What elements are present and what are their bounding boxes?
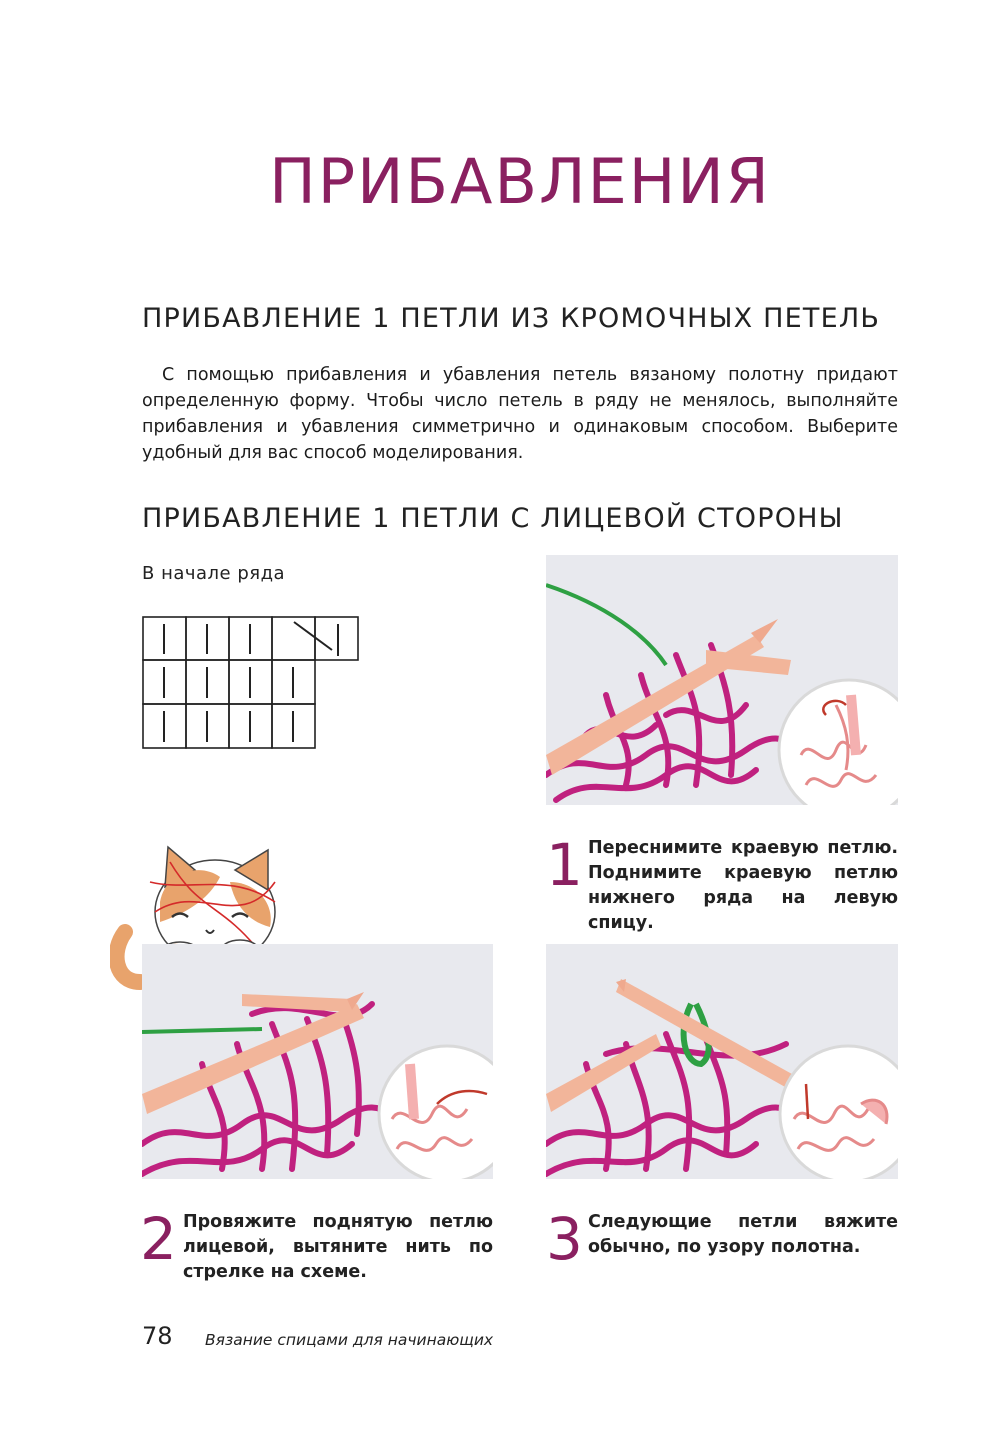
step-1-photo bbox=[546, 555, 898, 805]
page-number: 78 bbox=[142, 1322, 173, 1350]
row-start-caption: В начале ряда bbox=[142, 563, 286, 584]
step-3-photo bbox=[546, 944, 898, 1179]
footer-book-title: Вязание спицами для начинающих bbox=[205, 1331, 494, 1349]
step-1-number: 1 bbox=[546, 831, 583, 899]
page-title: ПРИБАВЛЕНИЯ bbox=[269, 145, 771, 218]
section-heading-edge-loops: ПРИБАВЛЕНИЕ 1 ПЕТЛИ ИЗ КРОМОЧНЫХ ПЕТЕЛЬ bbox=[142, 303, 881, 334]
knitting-chart-icon bbox=[142, 616, 362, 750]
step-3-number: 3 bbox=[546, 1205, 583, 1273]
section-heading-front-side: ПРИБАВЛЕНИЕ 1 ПЕТЛИ С ЛИЦЕВОЙ СТОРОНЫ bbox=[142, 503, 844, 534]
step-2-photo bbox=[142, 944, 493, 1179]
step-1-text: Переснимите краевую петлю. Поднимите краевую петлю нижнего ряда на левую спицу. bbox=[588, 838, 898, 933]
intro-paragraph: С помощью прибавления и убавления петель вязаному полотну придают определенную форму. Чтобы число петель в ряду не менялось, выполняйте прибавления и убавления симметрично и одинаковым способом. Выберите удобный для вас способ моделирования. bbox=[142, 365, 898, 463]
step-2-number: 2 bbox=[140, 1205, 177, 1273]
step-2-text: Провяжите поднятую петлю лицевой, вытяните нить по стрелке на схеме. bbox=[183, 1212, 493, 1282]
step-3-text: Следующие петли вяжите обычно, по узору полотна. bbox=[588, 1212, 898, 1257]
